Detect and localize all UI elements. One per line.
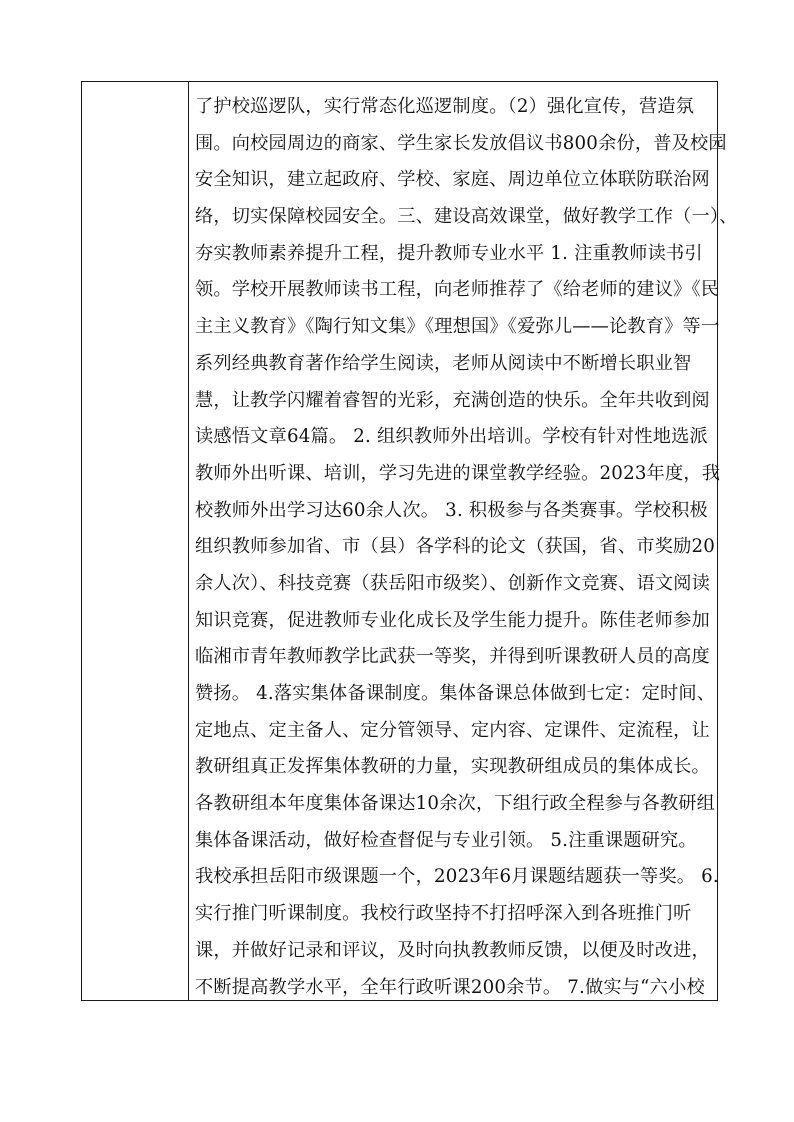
text-line: 定地点、定主备人、定分管领导、定内容、定课件、定流程，让 [195,719,710,741]
content-cell [195,89,738,1006]
text-line: 赞扬。 4.落实集体备课制度。集体备课总体做到七定：定时间、 [195,683,716,704]
text-line: 读感悟文章64篇。 2. 组织教师外出培训。学校有针对性地选派 [195,426,708,448]
text-line: 夯实教师素养提升工程，提升教师专业水平 1. 注重教师读书引 [195,242,703,264]
text-line: 集体备课活动，做好检查督促与专业引领。 5.注重课题研究。 [195,829,697,851]
text-line: 教研组真正发挥集体教研的力量，实现教研组成员的集体成长。 [195,756,710,778]
text-line: 组织教师参加省、市（县）各学科的论文（获国，省、市奖励20 [195,536,716,558]
text-line: 校教师外出学习达60余人次。 3. 积极参与各类赛事。学校积极 [195,499,708,521]
text-line: 慧，让教学闪耀着睿智的光彩，充满创造的快乐。全年共收到阅 [195,389,710,411]
text-line: 实行推门听课制度。我校行政坚持不打招呼深入到各班推门听 [195,903,692,925]
text-line: 知识竞赛，促进教师专业化成长及学生能力提升。陈佳老师参加 [195,609,710,631]
text-line: 络，切实保障校园安全。三、建设高效课堂，做好教学工作（一）、 [195,206,738,228]
text-line: 系列经典教育著作给学生阅读，老师从阅读中不断增长职业智 [195,352,692,374]
text-line: 我校承担岳阳市级课题一个，2023年6月课题结题获一等奖。 6. [195,866,719,888]
text-line: 围。向校园周边的商家、学生家长发放倡议书800余份，普及校园 [195,132,727,154]
column-divider [188,82,189,1000]
document-table [81,81,738,1001]
text-line: 了护校巡逻队，实行常态化巡逻制度。（2）强化宣传，营造氛 [195,96,695,117]
text-line: 安全知识，建立起政府、学校、家庭、周边单位立体联防联治网 [195,169,710,191]
text-line: 不断提高教学水平，全年行政听课200余节。 7.做实与“六小校 [195,976,705,998]
text-line: 领。学校开展教师读书工程，向老师推荐了《给老师的建议》《民 [195,279,720,301]
text-line: 教师外出听课、培训，学习先进的课堂教学经验。2023年度，我 [195,462,721,484]
text-line: 主主义教育》《陶行知文集》《理想国》《爱弥儿——论教育》等一 [195,316,720,338]
text-line: 余人次）、科技竞赛（获岳阳市级奖）、创新作文竞赛、语文阅读 [195,572,711,594]
left-label-cell [82,82,188,1000]
text-line: 课，并做好记录和评议，及时向执教教师反馈，以便及时改进， [195,939,710,961]
text-line: 各教研组本年度集体备课达10余次，下组行政全程参与各教研组 [195,793,716,815]
text-line: 临湘市青年教师教学比武获一等奖，并得到听课教研人员的高度 [195,646,710,668]
